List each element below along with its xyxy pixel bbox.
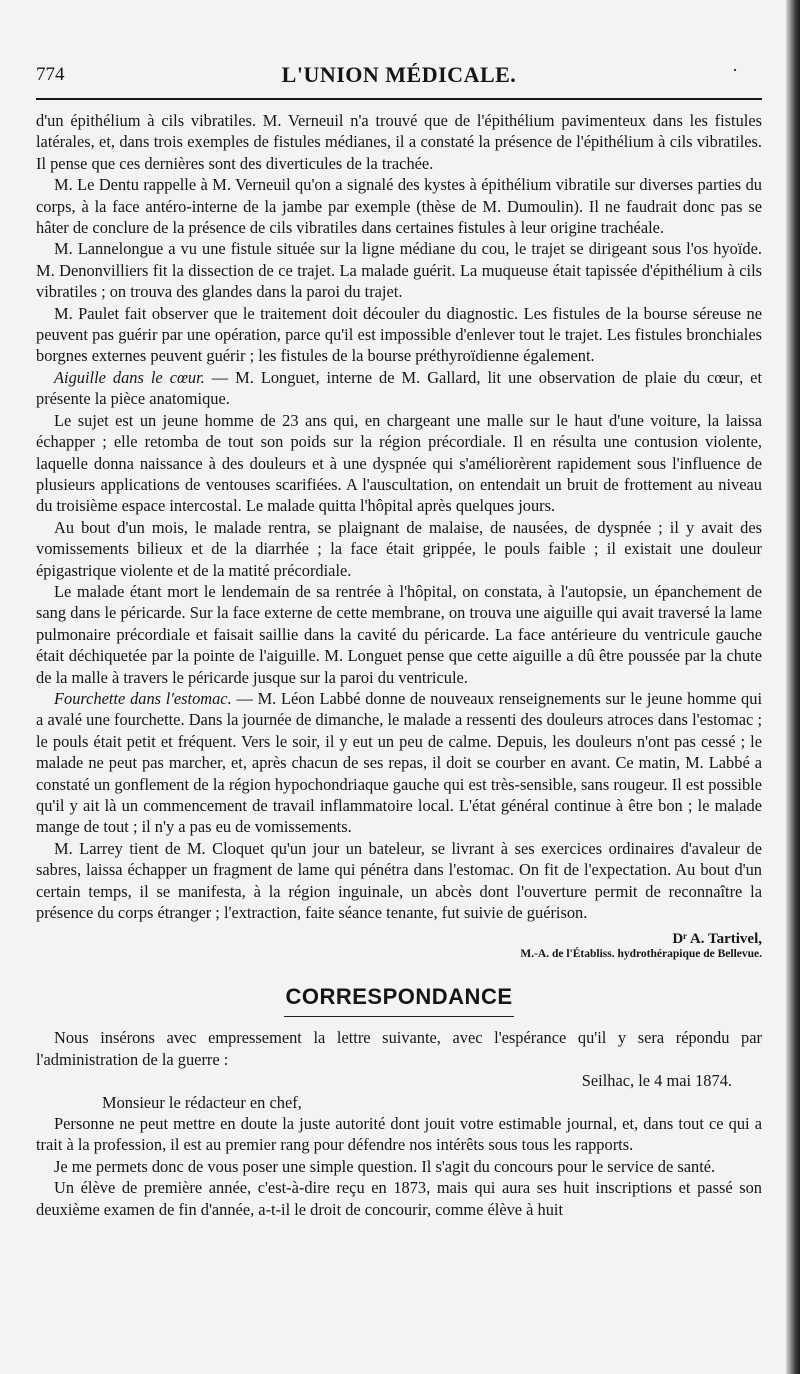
paragraph: M. Lannelongue a vu une fistule située sur la ligne médiane du cou, le trajet se dirigeant sous l'os hyoïde. M. Denonvilliers fit la dissection de ce trajet. La malade guérit. La muqueuse était tapissée d'épithélium à cils vibratiles ; on trouva des glandes dans la paroi du trajet. <box>36 239 762 302</box>
paragraph: Personne ne peut mettre en doute la juste autorité dont jouit votre estimable journal, et, dans tout ce qui a trait à la profession, il est au premier rang pour défendre nos intérêts sous tous les rapports. <box>36 1114 762 1155</box>
letter-salutation: Monsieur le rédacteur en chef, <box>102 1092 302 1112</box>
print-mark: · <box>732 60 738 80</box>
signature-block <box>36 931 762 960</box>
paragraph-aiguille <box>36 367 762 410</box>
letter-date: Seilhac, le 4 mai 1874. <box>581 1071 732 1091</box>
paragraph: Je me permets donc de vous poser une simple question. Il s'agit du concours pour le service de santé. <box>54 1156 716 1176</box>
paragraph: Un élève de première année, c'est-à-dire reçu en 1873, mais qui aura ses huit inscriptions et passé son deuxième examen de fin d'année, a-t-il le droit de concourir, comme élève à huit <box>36 1178 762 1219</box>
author-title: M.-A. de l'Établiss. hydrothérapique de Bellevue. <box>520 948 762 961</box>
paragraph-text: — M. Longuet, interne de M. Gallard, lit une observation de plaie du cœur, et présente la pièce anatomique. <box>36 367 763 409</box>
section-title-aiguille: Aiguille dans le cœur. <box>54 367 205 387</box>
paragraph: Le malade étant mort le lendemain de sa rentrée à l'hôpital, on constata, à l'autopsie, un épanchement de sang dans le péricarde. Sur la face externe de cette membrane, on trouva une aiguille qui avait traversé la lame pulmonaire précordiale et faisait saillie dans la cavité du péricarde. La face antérieure du ventricule gauche était déchiquetée par la pointe de l'aiguille. M. Longuet pense que cette aiguille a dû être poussée par la chute de la malle à travers le péricarde jusque sur la paroi du ventricule. <box>36 581 762 687</box>
page-number: 774 <box>36 64 65 85</box>
section-heading: CORRESPONDANCE <box>285 984 513 1010</box>
page-header <box>36 58 762 100</box>
paragraph: Au bout d'un mois, le malade rentra, se plaignant de malaise, de nausées, de dyspnée ; il y avait des vomissements bilieux et de la diarrhée ; la face était grippée, le pouls faible ; il existait une douleur épigastrique violente et de la matité précordiale. <box>36 517 762 580</box>
paragraph: M. Paulet fait observer que le traitement doit découler du diagnostic. Les fistules de la bourse séreuse ne peuvent pas guérir par une opération, parce qu'il est impossible d'enlever tout le trajet. Les fistules bronchiales borgnes externes peuvent guérir ; les fistules de la bourse préthyroïdienne également. <box>36 303 762 366</box>
paragraph: M. Le Dentu rappelle à M. Verneuil qu'on a signalé des kystes à épithélium vibratile sur diverses parties du corps, à la face antéro-interne de la jambe par exemple (thèse de M. Dumoulin). Il ne faudrait donc pas se hâter de conclure de la présence de cils vibratiles dans certaines fistules à leur origine trachéale. <box>36 175 762 238</box>
paragraph: M. Larrey tient de M. Cloquet qu'un jour un bateleur, se livrant à ses exercices ordinaires d'avaleur de sabres, laissa échapper un fragment de lame qui pénétra dans l'estomac. On fit de l'expectation. Au bout d'un certain temps, il se manifesta, à la région inguinale, un abcès dont l'ouverture permit de reconnaître la présence du corps étranger ; l'extraction, faite séance tenante, fut suivie de guérison. <box>36 838 762 923</box>
article-body <box>36 110 762 1220</box>
paragraph: d'un épithélium à cils vibratiles. M. Verneuil n'a trouvé que de l'épithélium pavimenteux dans les fistules latérales, et, dans trois exemples de fistules médianes, il a constaté la présence de l'épithélium à cils vibratiles. Il pense que ces dernières sont des diverticules de la trachée. <box>36 111 762 173</box>
heading-rule <box>284 1016 514 1017</box>
paragraph-text: — M. Léon Labbé donne de nouveaux renseignements sur le jeune homme qui a avalé une fourchette. Dans la journée de dimanche, le malade a ressenti des douleurs atroces dans l'estomac ; le pouls était petit et fréquent. Vers le soir, il y eut un peu de calme. Depuis, les douleurs n'ont pas cessé ; le malade ne peut pas marcher, et, après chacun de ses repas, il doit se courber en avant. Ce matin, M. Labbé a constaté un gonflement de la région hypochondriaque gauche qui est très-sensible, sans rougeur. Il est possible qu'il y ait là un commencement de travail inflammatoire local. L'état général continue à être bon ; le malade mange de tout ; il n'y a pas eu de vomissements. <box>36 688 762 837</box>
section-title-fourchette: Fourchette dans l'estomac. <box>54 688 232 708</box>
paragraph: Le sujet est un jeune homme de 23 ans qui, en chargeant une malle sur le haut d'une voiture, la laissa échapper ; elle retomba de tout son poids sur la région précordiale. Il en résulta une contusion violente, laquelle donna naissance à des douleurs et à une dyspnée qui s'améliorèrent rapidement sous l'influence de plusieurs applications de ventouses scarifiées. A l'auscultation, on entendait un bruit de frottement au niveau du troisième espace intercostal. Le malade quitta l'hôpital après quelques jours. <box>36 410 762 516</box>
book-spine-shadow <box>786 0 800 1374</box>
paragraph-fourchette <box>36 688 762 838</box>
paragraph: Nous insérons avec empressement la lettre suivante, avec l'espérance qu'il y sera répondu par l'administration de la guerre : <box>36 1028 762 1069</box>
journal-title: L'UNION MÉDICALE. <box>281 62 517 87</box>
author-name: Dʳ A. Tartivel, <box>672 931 762 948</box>
